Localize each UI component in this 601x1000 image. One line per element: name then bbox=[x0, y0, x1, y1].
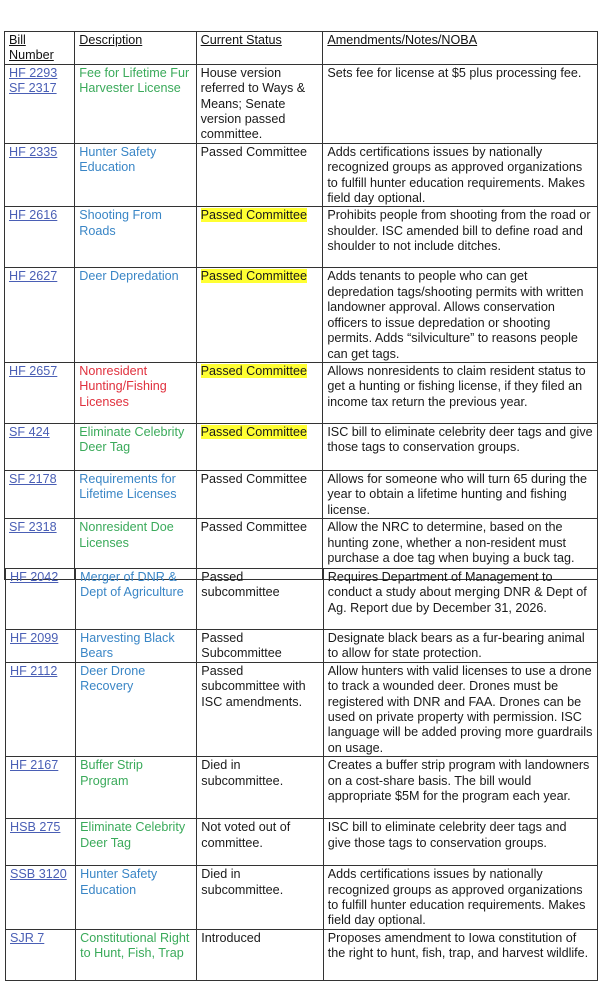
status-text: Passed Committee bbox=[200, 520, 308, 535]
notes-cell bbox=[323, 630, 597, 663]
table-row bbox=[5, 423, 598, 470]
bill-link[interactable]: HF 2167 bbox=[10, 758, 59, 773]
bill-number-cell bbox=[5, 362, 75, 423]
notes-cell bbox=[323, 423, 598, 470]
notes-cell bbox=[323, 207, 598, 268]
description-cell bbox=[75, 470, 196, 518]
status-cell bbox=[197, 866, 323, 930]
status-cell bbox=[197, 662, 323, 756]
notes-text: Proposes amendment to Iowa constitution of the right to hunt, fish, trap, and harvest wildlife. bbox=[327, 930, 589, 961]
status-text: Died in subcommittee. bbox=[201, 758, 284, 788]
bill-number-cell bbox=[6, 819, 76, 866]
table-row bbox=[6, 630, 598, 663]
bill-description: Hunter Safety Education bbox=[79, 144, 157, 175]
notes-text: Sets fee for license at $5 plus processing fee. bbox=[327, 65, 582, 80]
status-cell bbox=[197, 757, 323, 819]
notes-cell bbox=[323, 362, 598, 423]
description-cell bbox=[76, 757, 197, 819]
bill-description: Buffer Strip Program bbox=[80, 758, 143, 788]
header-notes-label: Amendments/Notes/NOBA bbox=[327, 33, 478, 47]
header-description bbox=[75, 32, 196, 65]
notes-text: Adds certifications issues by nationally recognized groups as approved organizations to fulfill hunter education requirements. Makes field day optional. bbox=[327, 867, 586, 928]
bill-description: Fee for Lifetime Fur Harvester License bbox=[79, 65, 190, 96]
header-bill-line-2: Number bbox=[9, 48, 54, 63]
notes-cell bbox=[323, 64, 598, 143]
bill-number-cell bbox=[5, 423, 75, 470]
bill-link[interactable]: HF 2112 bbox=[10, 663, 58, 678]
notes-text: Requires Department of Management to conduct a study about merging DNR & Dept of Ag. Report due by December 31, 2026. bbox=[327, 570, 587, 615]
status-text: Introduced bbox=[201, 930, 261, 945]
header-bill-number bbox=[5, 32, 75, 65]
notes-text: Adds tenants to people who can get depredation tags/shooting permits with written landowner approval. Allows conservation officers to issue depredation or shooting permits. Adds “silviculture” to reasons people can get tags. bbox=[327, 269, 584, 361]
notes-text: Adds certifications issues by nationally recognized groups as approved organizations to fulfill hunter education requirements. Makes field day optional. bbox=[327, 144, 585, 206]
notes-text: ISC bill to eliminate celebrity deer tags and give those tags to conservation groups. bbox=[327, 424, 593, 455]
header-status bbox=[196, 32, 323, 65]
table-row bbox=[5, 268, 598, 362]
status-text: Died in subcommittee. bbox=[201, 867, 284, 897]
bill-number-cell bbox=[5, 268, 75, 362]
table-row bbox=[5, 207, 598, 268]
bill-link[interactable]: SF 2317 bbox=[9, 81, 57, 96]
notes-cell bbox=[323, 268, 598, 362]
header-notes bbox=[323, 32, 598, 65]
notes-text: Allow hunters with valid licenses to use a drone to track a wounded deer. Drones must be registered with DNR and FAA. Drones can be used on private property with permission. ISC language will be added proving more guardrails on usage. bbox=[327, 663, 593, 755]
status-text-highlighted: Passed Committee bbox=[200, 424, 308, 439]
bill-number-cell bbox=[6, 630, 76, 663]
bill-link[interactable]: SF 2178 bbox=[9, 471, 57, 486]
description-cell bbox=[75, 362, 196, 423]
status-text: Passed Committee bbox=[200, 144, 308, 159]
description-cell bbox=[75, 64, 196, 143]
table-row bbox=[6, 662, 598, 756]
notes-cell bbox=[323, 929, 597, 980]
table-row bbox=[6, 866, 598, 930]
table-row bbox=[5, 64, 598, 143]
status-cell bbox=[197, 929, 323, 980]
notes-cell bbox=[323, 757, 597, 819]
bill-number-cell bbox=[5, 143, 75, 207]
description-cell bbox=[76, 819, 197, 866]
notes-text: Creates a buffer strip program with landowners on a cost-share basis. The bill would appropriate $5M for the program each year. bbox=[327, 758, 590, 804]
notes-text: Allows nonresidents to claim resident status to get a hunting or fishing license, if they filed an income tax return the previous year. bbox=[327, 363, 586, 409]
bill-description: Harvesting Black Bears bbox=[80, 631, 175, 661]
bill-number-cell bbox=[5, 207, 75, 268]
table-row bbox=[6, 929, 598, 980]
notes-text: Prohibits people from shooting from the road or shoulder. ISC amended bill to define road and shoulder to not include ditches. bbox=[327, 208, 591, 254]
bill-description: Hunter Safety Education bbox=[80, 867, 158, 897]
description-cell bbox=[75, 423, 196, 470]
bill-description: Nonresident Doe Licenses bbox=[79, 520, 174, 550]
bill-description: Requirements for Lifetime Licenses bbox=[79, 471, 177, 502]
bill-link[interactable]: HF 2335 bbox=[9, 144, 58, 159]
bill-description: Merger of DNR & Dept of Agriculture bbox=[80, 570, 184, 600]
header-bill-line-1: Bill bbox=[9, 33, 26, 47]
bill-description: Deer Depredation bbox=[79, 269, 179, 284]
bill-link[interactable]: HF 2657 bbox=[9, 363, 58, 378]
bill-link[interactable]: HSB 275 bbox=[10, 820, 61, 835]
header-description-label: Description bbox=[79, 33, 143, 47]
description-cell bbox=[75, 268, 196, 362]
status-cell bbox=[196, 362, 323, 423]
bill-description: Shooting From Roads bbox=[79, 208, 162, 238]
bill-link[interactable]: HF 2627 bbox=[9, 269, 58, 284]
status-text: Not voted out of committee. bbox=[201, 820, 291, 850]
bill-link[interactable]: SSB 3120 bbox=[10, 867, 67, 882]
bill-number-cell bbox=[6, 569, 76, 630]
status-cell bbox=[197, 630, 323, 663]
table-row bbox=[6, 569, 598, 630]
bill-link[interactable]: HF 2293 bbox=[9, 65, 58, 80]
notes-cell bbox=[323, 470, 598, 518]
status-cell bbox=[197, 819, 323, 866]
bill-number-cell bbox=[6, 757, 76, 819]
bill-description: Constitutional Right to Hunt, Fish, Trap bbox=[80, 930, 190, 961]
description-cell bbox=[76, 569, 197, 630]
description-cell bbox=[76, 866, 197, 930]
notes-cell bbox=[323, 143, 598, 207]
notes-text: Allow the NRC to determine, based on the hunting zone, whether a non-resident must purchase a doe tag when buying a buck tag. bbox=[327, 520, 575, 565]
status-text: House version referred to Ways & Means; Senate version passed committee. bbox=[200, 65, 306, 142]
bill-number-cell bbox=[6, 929, 76, 980]
notes-text: Allows for someone who will turn 65 during the year to obtain a lifetime hunting and fishing license. bbox=[327, 471, 588, 517]
status-cell bbox=[196, 143, 323, 207]
bill-number-cell bbox=[6, 662, 76, 756]
status-text: Passed Committee bbox=[200, 471, 308, 486]
status-text: Passed subcommittee bbox=[201, 570, 280, 600]
bill-link[interactable]: HF 2042 bbox=[10, 570, 59, 584]
table-row bbox=[6, 757, 598, 819]
description-cell bbox=[76, 929, 197, 980]
status-text-highlighted: Passed Committee bbox=[200, 363, 308, 378]
notes-text: Designate black bears as a fur-bearing animal to allow for state protection. bbox=[327, 631, 585, 661]
status-cell bbox=[196, 423, 323, 470]
bill-link[interactable]: HF 2616 bbox=[9, 208, 58, 223]
header-row bbox=[5, 32, 598, 65]
bill-table-part-2 bbox=[5, 568, 598, 981]
table-row bbox=[6, 819, 598, 866]
description-cell bbox=[75, 207, 196, 268]
notes-text: ISC bill to eliminate celebrity deer tags and give those tags to conservation groups. bbox=[327, 820, 567, 850]
description-cell bbox=[76, 630, 197, 663]
bill-description: Nonresident Hunting/Fishing Licenses bbox=[79, 363, 167, 409]
bill-description: Deer Drone Recovery bbox=[80, 663, 146, 694]
status-cell bbox=[196, 470, 323, 518]
status-cell bbox=[196, 207, 323, 268]
table-row bbox=[5, 362, 598, 423]
table-row bbox=[5, 143, 598, 207]
bill-number-cell bbox=[6, 866, 76, 930]
description-cell bbox=[75, 143, 196, 207]
notes-cell bbox=[323, 662, 597, 756]
bill-link[interactable]: HF 2099 bbox=[10, 631, 59, 645]
status-cell bbox=[196, 268, 323, 362]
bill-link[interactable]: SJR 7 bbox=[10, 930, 45, 945]
status-cell bbox=[197, 569, 323, 630]
table-row bbox=[5, 470, 598, 518]
bill-table-part-1 bbox=[4, 31, 598, 580]
bill-description: Eliminate Celebrity Deer Tag bbox=[80, 820, 186, 850]
notes-cell bbox=[323, 819, 597, 866]
status-text-highlighted: Passed Committee bbox=[200, 269, 308, 284]
status-text-highlighted: Passed Committee bbox=[200, 208, 308, 223]
status-cell bbox=[196, 64, 323, 143]
status-text: Passed Subcommittee bbox=[201, 631, 282, 661]
bill-description: Eliminate Celebrity Deer Tag bbox=[79, 424, 185, 455]
status-text: Passed subcommittee with ISC amendments. bbox=[201, 663, 306, 709]
bill-link[interactable]: SF 424 bbox=[9, 424, 50, 439]
bill-link[interactable]: SF 2318 bbox=[9, 520, 57, 535]
description-cell bbox=[76, 662, 197, 756]
bill-number-cell bbox=[5, 64, 75, 143]
bill-number-cell bbox=[5, 470, 75, 518]
notes-cell bbox=[323, 866, 597, 930]
header-status-label: Current Status bbox=[200, 33, 282, 47]
notes-cell bbox=[323, 569, 597, 630]
